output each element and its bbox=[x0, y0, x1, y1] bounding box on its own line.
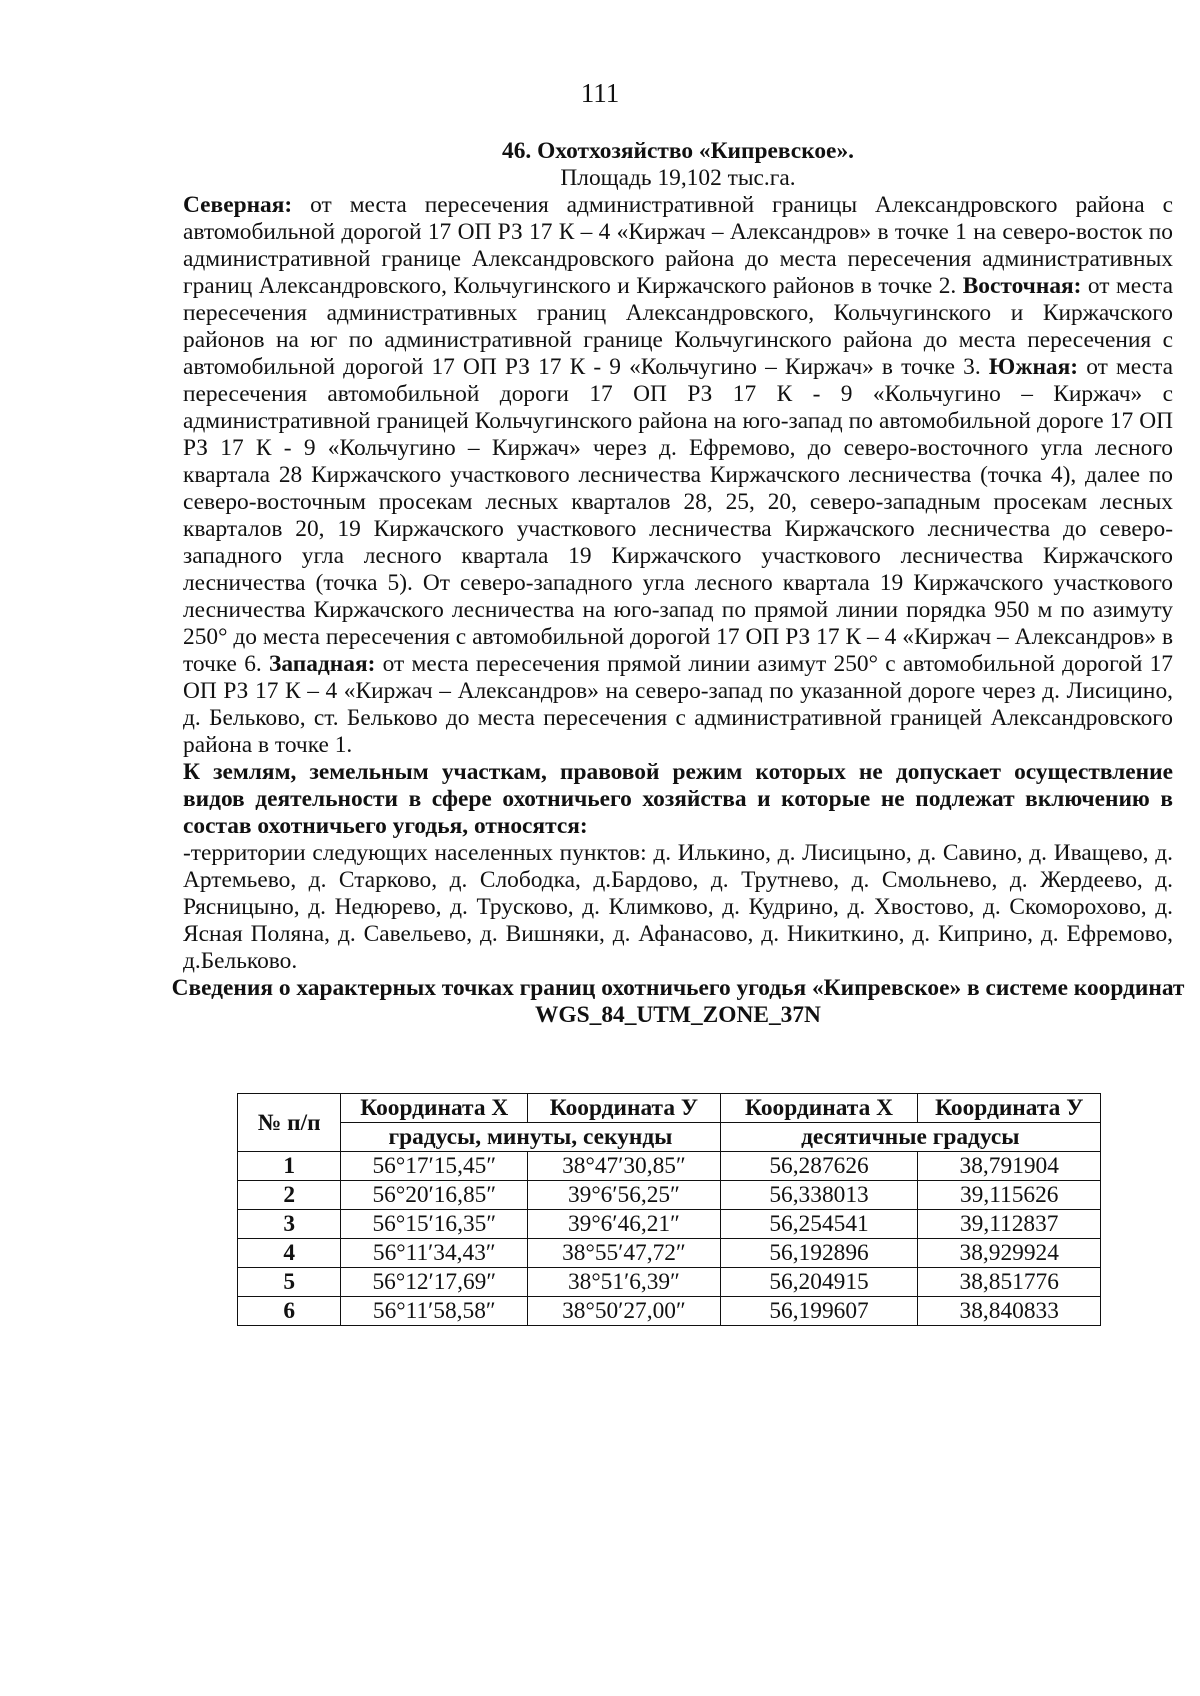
cell-x-dms: 56°17′15,45″ bbox=[341, 1152, 528, 1181]
cell-x-dms: 56°15′16,35″ bbox=[341, 1210, 528, 1239]
document-body bbox=[171, 138, 1185, 1029]
row-number: 5 bbox=[238, 1268, 341, 1297]
exclusions-heading: К землям, земельным участкам, правовой режим которых не допускает осуществление видов деятельности в сфере охотничьего хозяйства и которые не подлежат включению в состав охотничьего угодья, относятся: bbox=[183, 759, 1173, 839]
header-number: № п/п bbox=[238, 1094, 341, 1152]
header-coord-x-dec: Координата X bbox=[720, 1094, 918, 1123]
subheader-dms: градусы, минуты, секунды bbox=[341, 1123, 720, 1152]
table-row bbox=[238, 1297, 1101, 1326]
cell-y-decimal: 39,112837 bbox=[918, 1210, 1101, 1239]
cell-y-dms: 38°51′6,39″ bbox=[528, 1268, 720, 1297]
table-row bbox=[238, 1210, 1101, 1239]
cell-x-dms: 56°20′16,85″ bbox=[341, 1181, 528, 1210]
table-header-row bbox=[238, 1094, 1101, 1123]
cell-x-decimal: 56,199607 bbox=[720, 1297, 918, 1326]
boundary-label-south: Южная: bbox=[988, 354, 1079, 380]
boundary-label-east: Восточная: bbox=[962, 273, 1082, 299]
cell-y-dms: 39°6′46,21″ bbox=[528, 1210, 720, 1239]
cell-y-decimal: 38,851776 bbox=[918, 1268, 1101, 1297]
coordinates-table bbox=[237, 1093, 1101, 1326]
exclusions-text: -территории следующих населенных пунктов: д. Илькино, д. Лисицыно, д. Савино, д. Иващево, д. Артемьево, д. Старково, д. Слободка, д.Бардово, д. Трутнево, д. Смольнево, д. Жердеево, д. Рясницыно, д. Недюрево, д. Трусково, д. Климково, д. Кудрино, д. Хвостово, д. Скоморохово, д. Ясная Поляна, д. Савельево, д. Вишняки, д. Афанасово, д. Никиткино, д. Киприно, д. Ефремово, д.Бельково. bbox=[183, 840, 1173, 974]
cell-x-dms: 56°11′58,58″ bbox=[341, 1297, 528, 1326]
cell-x-decimal: 56,287626 bbox=[720, 1152, 918, 1181]
header-coord-y-dms: Координата У bbox=[528, 1094, 720, 1123]
table-subheader-row bbox=[238, 1123, 1101, 1152]
table-caption: Сведения о характерных точках границ охотничьего угодья «Кипревское» в системе координат WGS_84_UTM_ZONE_37N bbox=[171, 975, 1185, 1028]
cell-x-dms: 56°11′34,43″ bbox=[341, 1239, 528, 1268]
cell-y-dms: 38°47′30,85″ bbox=[528, 1152, 720, 1181]
cell-y-dms: 38°55′47,72″ bbox=[528, 1239, 720, 1268]
boundary-text-north: от места пересечения административной границы Александровского района с автомобильной дорогой 17 ОП РЗ 17 К – 4 «Киржач – Александров» в точке 1 на северо-восток по административной границе Александровского района до места пересечения административных границ Александровского, Кольчугинского и Киржачского районов в точке 2. bbox=[183, 192, 1173, 299]
row-number: 6 bbox=[238, 1297, 341, 1326]
cell-x-decimal: 56,204915 bbox=[720, 1268, 918, 1297]
row-number: 1 bbox=[238, 1152, 341, 1181]
page-number: 111 bbox=[580, 78, 620, 108]
row-number: 3 bbox=[238, 1210, 341, 1239]
boundary-description bbox=[183, 192, 1173, 759]
cell-y-decimal: 38,840833 bbox=[918, 1297, 1101, 1326]
cell-x-decimal: 56,192896 bbox=[720, 1239, 918, 1268]
cell-x-decimal: 56,338013 bbox=[720, 1181, 918, 1210]
row-number: 2 bbox=[238, 1181, 341, 1210]
boundary-text-south: от места пересечения автомобильной дороги 17 ОП РЗ 17 К - 9 «Кольчугино – Киржач» с административной границей Кольчугинского района на юго-запад по автомобильной дороге 17 ОП РЗ 17 К - 9 «Кольчугино – Киржач» через д. Ефремово, до северо-восточного угла лесного квартала 28 Киржачского участкового лесничества Киржачского лесничества (точка 4), далее по северо-восточным просекам лесных кварталов 28, 25, 20, северо-западным просекам лесных кварталов 20, 19 Киржачского участкового лесничества Киржачского лесничества до северо-западного угла лесного квартала 19 Киржачского участкового лесничества Киржачского лесничества (точка 5). От северо-западного угла лесного квартала 19 Киржачского участкового лесничества Киржачского лесничества на юго-запад по прямой линии порядка 950 м по азимуту 250° до места пересечения с автомобильной дорогой 17 ОП РЗ 17 К – 4 «Киржач – Александров» в точке 6. bbox=[183, 354, 1173, 677]
cell-x-dms: 56°12′17,69″ bbox=[341, 1268, 528, 1297]
cell-y-dms: 38°50′27,00″ bbox=[528, 1297, 720, 1326]
table-row bbox=[238, 1268, 1101, 1297]
cell-x-decimal: 56,254541 bbox=[720, 1210, 918, 1239]
table-row bbox=[238, 1181, 1101, 1210]
section-title: 46. Охотхозяйство «Кипревское». bbox=[502, 138, 854, 164]
table-row bbox=[238, 1239, 1101, 1268]
area-line: Площадь 19,102 тыс.га. bbox=[560, 165, 796, 191]
boundary-label-west: Западная: bbox=[269, 651, 376, 677]
boundary-label-north: Северная: bbox=[183, 192, 293, 218]
cell-y-decimal: 38,929924 bbox=[918, 1239, 1101, 1268]
table-row bbox=[238, 1152, 1101, 1181]
subheader-decimal: десятичные градусы bbox=[720, 1123, 1100, 1152]
boundary-text-west: от места пересечения прямой линии азимут 250° с автомобильной дорогой 17 ОП РЗ 17 К – 4 «Киржач – Александров» на северо-запад по указанной дороге через д. Лисицино, д. Бельково, ст. Бельково до места пересечения с административной границей Александровского района в точке 1. bbox=[183, 651, 1173, 758]
header-coord-y-dec: Координата У bbox=[918, 1094, 1101, 1123]
cell-y-dms: 39°6′56,25″ bbox=[528, 1181, 720, 1210]
row-number: 4 bbox=[238, 1239, 341, 1268]
cell-y-decimal: 39,115626 bbox=[918, 1181, 1101, 1210]
boundary-text-east: от места пересечения административных границ Александровского, Кольчугинского и Киржачского районов на юг по административной границе Кольчугинского района до места пересечения с автомобильной дорогой 17 ОП РЗ 17 К - 9 «Кольчугино – Киржач» в точке 3. bbox=[183, 273, 1174, 380]
cell-y-decimal: 38,791904 bbox=[918, 1152, 1101, 1181]
header-coord-x-dms: Координата X bbox=[341, 1094, 528, 1123]
